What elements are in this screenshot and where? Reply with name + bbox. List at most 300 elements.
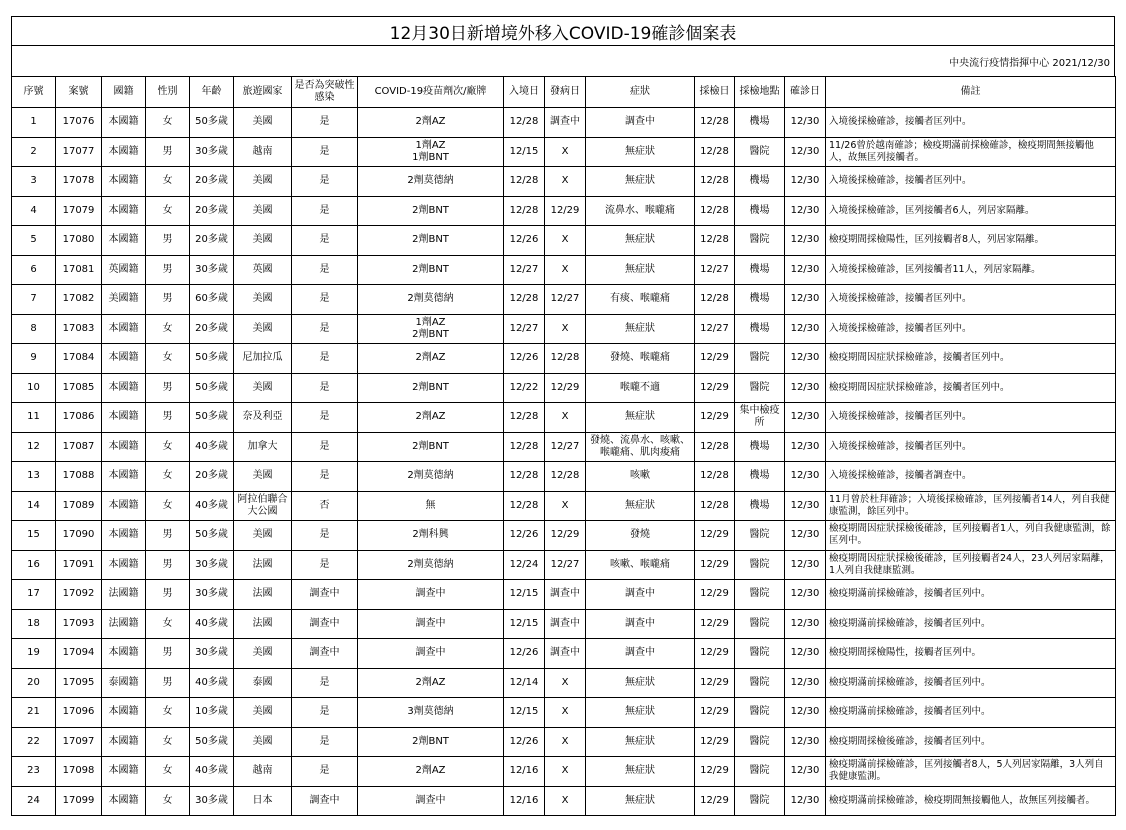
breakthrough-cell: 調查中 [292,609,358,639]
sex-cell: 男 [146,521,190,551]
age-cell: 50多歲 [190,521,234,551]
test-site-cell: 機場 [735,196,785,226]
test-site-cell: 機場 [735,255,785,285]
test-date-cell: 12/28 [695,137,735,167]
sex-cell: 女 [146,108,190,138]
vaccine-cell: 2劑AZ [358,757,504,787]
test-site-cell: 機場 [735,167,785,197]
sex-cell: 女 [146,786,190,816]
test-date-cell: 12/29 [695,550,735,580]
case-id-cell: 17093 [56,609,102,639]
case-id-cell: 17090 [56,521,102,551]
age-cell: 10多歲 [190,698,234,728]
nationality-cell: 法國籍 [102,580,146,610]
sex-cell: 男 [146,285,190,315]
onset-date-cell: X [545,255,586,285]
age-cell: 50多歲 [190,344,234,374]
sex-cell: 男 [146,550,190,580]
symptom-cell: 無症狀 [586,727,695,757]
serial-cell: 10 [12,373,56,403]
breakthrough-cell: 調查中 [292,786,358,816]
test-site-cell: 機場 [735,285,785,315]
table-row [12,491,1116,521]
age-cell: 30多歲 [190,550,234,580]
column-header: 序號 [12,77,56,108]
case-id-cell: 17077 [56,137,102,167]
note-cell: 檢疫期間採檢陽性，匡列接觸者8人，列居家隔離。 [826,226,1116,256]
sex-cell: 女 [146,462,190,492]
nationality-cell: 本國籍 [102,786,146,816]
test-site-cell: 醫院 [735,521,785,551]
breakthrough-cell: 是 [292,167,358,197]
age-cell: 40多歲 [190,491,234,521]
travel-country-cell: 尼加拉瓜 [234,344,292,374]
symptom-cell: 無症狀 [586,698,695,728]
symptom-cell: 無症狀 [586,255,695,285]
table-row [12,196,1116,226]
test-date-cell: 12/28 [695,491,735,521]
travel-country-cell: 越南 [234,137,292,167]
age-cell: 20多歲 [190,462,234,492]
test-date-cell: 12/29 [695,609,735,639]
age-cell: 30多歲 [190,786,234,816]
case-id-cell: 17087 [56,432,102,462]
breakthrough-cell: 是 [292,757,358,787]
age-cell: 40多歲 [190,668,234,698]
confirm-date-cell: 12/30 [785,727,826,757]
note-cell: 檢疫期滿前採檢確診，匡列接觸者8人，5人列居家隔離，3人列自我健康監測。 [826,757,1116,787]
confirm-date-cell: 12/30 [785,491,826,521]
case-id-cell: 17082 [56,285,102,315]
vaccine-cell: 調查中 [358,580,504,610]
confirm-date-cell: 12/30 [785,314,826,344]
table-row [12,314,1116,344]
test-site-cell: 醫院 [735,550,785,580]
vaccine-cell: 調查中 [358,639,504,669]
test-site-cell: 醫院 [735,344,785,374]
serial-cell: 7 [12,285,56,315]
confirm-date-cell: 12/30 [785,167,826,197]
symptom-cell: 發燒 [586,521,695,551]
onset-date-cell: 12/28 [545,462,586,492]
test-date-cell: 12/29 [695,668,735,698]
test-site-cell: 醫院 [735,609,785,639]
note-cell: 入境後採檢確診，接觸者匡列中。 [826,108,1116,138]
age-cell: 50多歲 [190,108,234,138]
case-id-cell: 17084 [56,344,102,374]
breakthrough-cell: 是 [292,255,358,285]
table-row [12,108,1116,138]
column-header: 確診日 [785,77,826,108]
nationality-cell: 本國籍 [102,108,146,138]
sex-cell: 男 [146,403,190,433]
note-cell: 入境後採檢確診，匡列接觸者11人，列居家隔離。 [826,255,1116,285]
test-site-cell: 醫院 [735,786,785,816]
sex-cell: 男 [146,668,190,698]
entry-date-cell: 12/28 [504,167,545,197]
note-cell: 檢疫期間採檢後確診，接觸者匡列中。 [826,727,1116,757]
age-cell: 30多歲 [190,639,234,669]
case-id-cell: 17089 [56,491,102,521]
breakthrough-cell: 是 [292,727,358,757]
entry-date-cell: 12/15 [504,580,545,610]
confirm-date-cell: 12/30 [785,196,826,226]
column-header: COVID-19疫苗劑次/廠牌 [358,77,504,108]
sex-cell: 男 [146,639,190,669]
vaccine-cell: 2劑莫德納 [358,167,504,197]
entry-date-cell: 12/28 [504,462,545,492]
breakthrough-cell: 是 [292,521,358,551]
serial-cell: 16 [12,550,56,580]
breakthrough-cell: 是 [292,432,358,462]
note-cell: 檢疫期滿前採檢確診，接觸者匡列中。 [826,698,1116,728]
test-date-cell: 12/28 [695,462,735,492]
entry-date-cell: 12/28 [504,491,545,521]
onset-date-cell: 12/27 [545,285,586,315]
note-cell: 檢疫期間因症狀採檢後確診，匡列接觸者24人，23人列居家隔離，1人列自我健康監測。 [826,550,1116,580]
nationality-cell: 美國籍 [102,285,146,315]
test-date-cell: 12/29 [695,521,735,551]
entry-date-cell: 12/14 [504,668,545,698]
test-site-cell: 集中檢疫所 [735,403,785,433]
travel-country-cell: 美國 [234,285,292,315]
symptom-cell: 調查中 [586,108,695,138]
entry-date-cell: 12/26 [504,226,545,256]
table-row [12,757,1116,787]
column-header: 旅遊國家 [234,77,292,108]
symptom-cell: 有痰、喉嚨痛 [586,285,695,315]
column-header: 是否為突破性感染 [292,77,358,108]
note-cell: 檢疫期間採檢陽性，接觸者匡列中。 [826,639,1116,669]
serial-cell: 1 [12,108,56,138]
test-date-cell: 12/28 [695,285,735,315]
onset-date-cell: 12/29 [545,196,586,226]
symptom-cell: 無症狀 [586,226,695,256]
test-site-cell: 醫院 [735,757,785,787]
onset-date-cell: X [545,491,586,521]
nationality-cell: 本國籍 [102,314,146,344]
nationality-cell: 本國籍 [102,344,146,374]
nationality-cell: 法國籍 [102,609,146,639]
table-row [12,344,1116,374]
table-row [12,550,1116,580]
symptom-cell: 無症狀 [586,668,695,698]
serial-cell: 11 [12,403,56,433]
nationality-cell: 本國籍 [102,757,146,787]
case-id-cell: 17091 [56,550,102,580]
case-id-cell: 17076 [56,108,102,138]
sex-cell: 男 [146,373,190,403]
confirm-date-cell: 12/30 [785,255,826,285]
serial-cell: 22 [12,727,56,757]
nationality-cell: 本國籍 [102,698,146,728]
table-row [12,373,1116,403]
case-id-cell: 17096 [56,698,102,728]
sex-cell: 男 [146,226,190,256]
entry-date-cell: 12/26 [504,344,545,374]
confirm-date-cell: 12/30 [785,521,826,551]
test-site-cell: 機場 [735,462,785,492]
sex-cell: 女 [146,698,190,728]
vaccine-cell: 調查中 [358,609,504,639]
serial-cell: 21 [12,698,56,728]
onset-date-cell: 調查中 [545,609,586,639]
age-cell: 40多歲 [190,432,234,462]
test-date-cell: 12/29 [695,786,735,816]
confirm-date-cell: 12/30 [785,698,826,728]
onset-date-cell: X [545,167,586,197]
test-site-cell: 機場 [735,491,785,521]
breakthrough-cell: 是 [292,550,358,580]
confirm-date-cell: 12/30 [785,639,826,669]
nationality-cell: 本國籍 [102,196,146,226]
breakthrough-cell: 是 [292,344,358,374]
onset-date-cell: X [545,786,586,816]
entry-date-cell: 12/26 [504,727,545,757]
onset-date-cell: X [545,698,586,728]
nationality-cell: 本國籍 [102,491,146,521]
age-cell: 20多歲 [190,314,234,344]
vaccine-cell: 2劑BNT [358,432,504,462]
symptom-cell: 無症狀 [586,786,695,816]
confirm-date-cell: 12/30 [785,668,826,698]
sex-cell: 男 [146,580,190,610]
vaccine-cell: 3劑莫德納 [358,698,504,728]
sex-cell: 女 [146,344,190,374]
serial-cell: 24 [12,786,56,816]
table-body [12,108,1116,816]
table-row [12,137,1116,167]
test-date-cell: 12/29 [695,727,735,757]
age-cell: 30多歲 [190,137,234,167]
column-header: 案號 [56,77,102,108]
age-cell: 50多歲 [190,727,234,757]
nationality-cell: 本國籍 [102,639,146,669]
breakthrough-cell: 調查中 [292,580,358,610]
note-cell: 檢疫期間因症狀採檢確診，接觸者匡列中。 [826,344,1116,374]
nationality-cell: 本國籍 [102,373,146,403]
age-cell: 30多歲 [190,255,234,285]
onset-date-cell: X [545,403,586,433]
age-cell: 40多歲 [190,757,234,787]
column-header: 性別 [146,77,190,108]
onset-date-cell: X [545,226,586,256]
entry-date-cell: 12/16 [504,786,545,816]
symptom-cell: 咳嗽 [586,462,695,492]
note-cell: 入境後採檢確診，接觸者匡列中。 [826,167,1116,197]
column-header: 年齡 [190,77,234,108]
travel-country-cell: 美國 [234,698,292,728]
onset-date-cell: 12/28 [545,344,586,374]
source-line: 中央流行疫情指揮中心 2021/12/30 [11,46,1115,76]
age-cell: 60多歲 [190,285,234,315]
breakthrough-cell: 是 [292,196,358,226]
table-row [12,167,1116,197]
case-id-cell: 17080 [56,226,102,256]
confirm-date-cell: 12/30 [785,108,826,138]
case-id-cell: 17081 [56,255,102,285]
onset-date-cell: 調查中 [545,108,586,138]
test-date-cell: 12/28 [695,108,735,138]
age-cell: 20多歲 [190,226,234,256]
sex-cell: 女 [146,432,190,462]
case-id-cell: 17078 [56,167,102,197]
case-id-cell: 17094 [56,639,102,669]
entry-date-cell: 12/27 [504,255,545,285]
vaccine-cell: 調查中 [358,786,504,816]
sex-cell: 女 [146,167,190,197]
note-cell: 檢疫期間因症狀採檢後確診，匡列接觸者1人，列自我健康監測，餘匡列中。 [826,521,1116,551]
symptom-cell: 無症狀 [586,137,695,167]
entry-date-cell: 12/28 [504,432,545,462]
entry-date-cell: 12/22 [504,373,545,403]
test-date-cell: 12/29 [695,698,735,728]
breakthrough-cell: 是 [292,137,358,167]
breakthrough-cell: 是 [292,668,358,698]
travel-country-cell: 阿拉伯聯合大公國 [234,491,292,521]
serial-cell: 19 [12,639,56,669]
vaccine-cell: 1劑AZ 1劑BNT [358,137,504,167]
test-date-cell: 12/29 [695,344,735,374]
age-cell: 20多歲 [190,196,234,226]
symptom-cell: 調查中 [586,580,695,610]
sex-cell: 女 [146,609,190,639]
note-cell: 檢疫期間因症狀採檢確診，接觸者匡列中。 [826,373,1116,403]
entry-date-cell: 12/27 [504,314,545,344]
column-header: 症狀 [586,77,695,108]
vaccine-cell: 2劑BNT [358,196,504,226]
vaccine-cell: 2劑BNT [358,255,504,285]
travel-country-cell: 奈及利亞 [234,403,292,433]
sex-cell: 男 [146,255,190,285]
case-id-cell: 17099 [56,786,102,816]
travel-country-cell: 法國 [234,550,292,580]
onset-date-cell: X [545,668,586,698]
confirm-date-cell: 12/30 [785,285,826,315]
vaccine-cell: 2劑科興 [358,521,504,551]
confirm-date-cell: 12/30 [785,609,826,639]
age-cell: 50多歲 [190,403,234,433]
test-date-cell: 12/29 [695,639,735,669]
travel-country-cell: 美國 [234,373,292,403]
case-id-cell: 17085 [56,373,102,403]
symptom-cell: 無症狀 [586,491,695,521]
onset-date-cell: X [545,727,586,757]
sex-cell: 女 [146,196,190,226]
travel-country-cell: 加拿大 [234,432,292,462]
serial-cell: 9 [12,344,56,374]
age-cell: 50多歲 [190,373,234,403]
onset-date-cell: X [545,314,586,344]
serial-cell: 15 [12,521,56,551]
symptom-cell: 無症狀 [586,314,695,344]
age-cell: 30多歲 [190,580,234,610]
sex-cell: 女 [146,314,190,344]
column-header: 發病日 [545,77,586,108]
test-site-cell: 醫院 [735,226,785,256]
nationality-cell: 本國籍 [102,462,146,492]
table-row [12,668,1116,698]
case-id-cell: 17098 [56,757,102,787]
travel-country-cell: 美國 [234,639,292,669]
confirm-date-cell: 12/30 [785,226,826,256]
test-site-cell: 醫院 [735,668,785,698]
test-site-cell: 醫院 [735,373,785,403]
nationality-cell: 本國籍 [102,550,146,580]
travel-country-cell: 美國 [234,167,292,197]
breakthrough-cell: 是 [292,314,358,344]
table-row [12,727,1116,757]
table-row [12,285,1116,315]
symptom-cell: 咳嗽、喉嚨痛 [586,550,695,580]
symptom-cell: 調查中 [586,639,695,669]
symptom-cell: 喉嚨不適 [586,373,695,403]
confirm-date-cell: 12/30 [785,786,826,816]
column-header: 採檢地點 [735,77,785,108]
test-date-cell: 12/28 [695,167,735,197]
serial-cell: 17 [12,580,56,610]
table-title: 12月30日新增境外移入COVID-19確診個案表 [11,16,1115,46]
confirm-date-cell: 12/30 [785,344,826,374]
onset-date-cell: 12/27 [545,550,586,580]
nationality-cell: 本國籍 [102,521,146,551]
table-row [12,609,1116,639]
table-row [12,462,1116,492]
note-cell: 11/26曾於越南確診；檢疫期滿前採檢確診，檢疫期間無接觸他人，故無匡列接觸者。 [826,137,1116,167]
vaccine-cell: 2劑BNT [358,226,504,256]
table-row [12,521,1116,551]
note-cell: 檢疫期滿前採檢確診，接觸者匡列中。 [826,668,1116,698]
test-site-cell: 機場 [735,108,785,138]
travel-country-cell: 法國 [234,609,292,639]
table-row [12,639,1116,669]
travel-country-cell: 美國 [234,521,292,551]
travel-country-cell: 美國 [234,462,292,492]
case-id-cell: 17086 [56,403,102,433]
column-header: 入境日 [504,77,545,108]
table-row [12,403,1116,433]
breakthrough-cell: 是 [292,403,358,433]
vaccine-cell: 2劑莫德納 [358,285,504,315]
travel-country-cell: 美國 [234,727,292,757]
confirm-date-cell: 12/30 [785,550,826,580]
note-cell: 入境後採檢確診，接觸者匡列中。 [826,285,1116,315]
travel-country-cell: 美國 [234,196,292,226]
nationality-cell: 本國籍 [102,727,146,757]
entry-date-cell: 12/15 [504,137,545,167]
onset-date-cell: 12/27 [545,432,586,462]
entry-date-cell: 12/16 [504,757,545,787]
symptom-cell: 流鼻水、喉嚨痛 [586,196,695,226]
vaccine-cell: 2劑AZ [358,108,504,138]
column-header: 採檢日 [695,77,735,108]
confirm-date-cell: 12/30 [785,757,826,787]
header-row [12,77,1116,108]
symptom-cell: 發燒、喉嚨痛 [586,344,695,374]
breakthrough-cell: 是 [292,698,358,728]
test-date-cell: 12/29 [695,403,735,433]
test-date-cell: 12/27 [695,255,735,285]
test-site-cell: 醫院 [735,137,785,167]
serial-cell: 13 [12,462,56,492]
entry-date-cell: 12/28 [504,108,545,138]
breakthrough-cell: 調查中 [292,639,358,669]
serial-cell: 3 [12,167,56,197]
vaccine-cell: 2劑AZ [358,668,504,698]
test-date-cell: 12/29 [695,373,735,403]
note-cell: 入境後採檢確診，接觸者匡列中。 [826,314,1116,344]
travel-country-cell: 越南 [234,757,292,787]
